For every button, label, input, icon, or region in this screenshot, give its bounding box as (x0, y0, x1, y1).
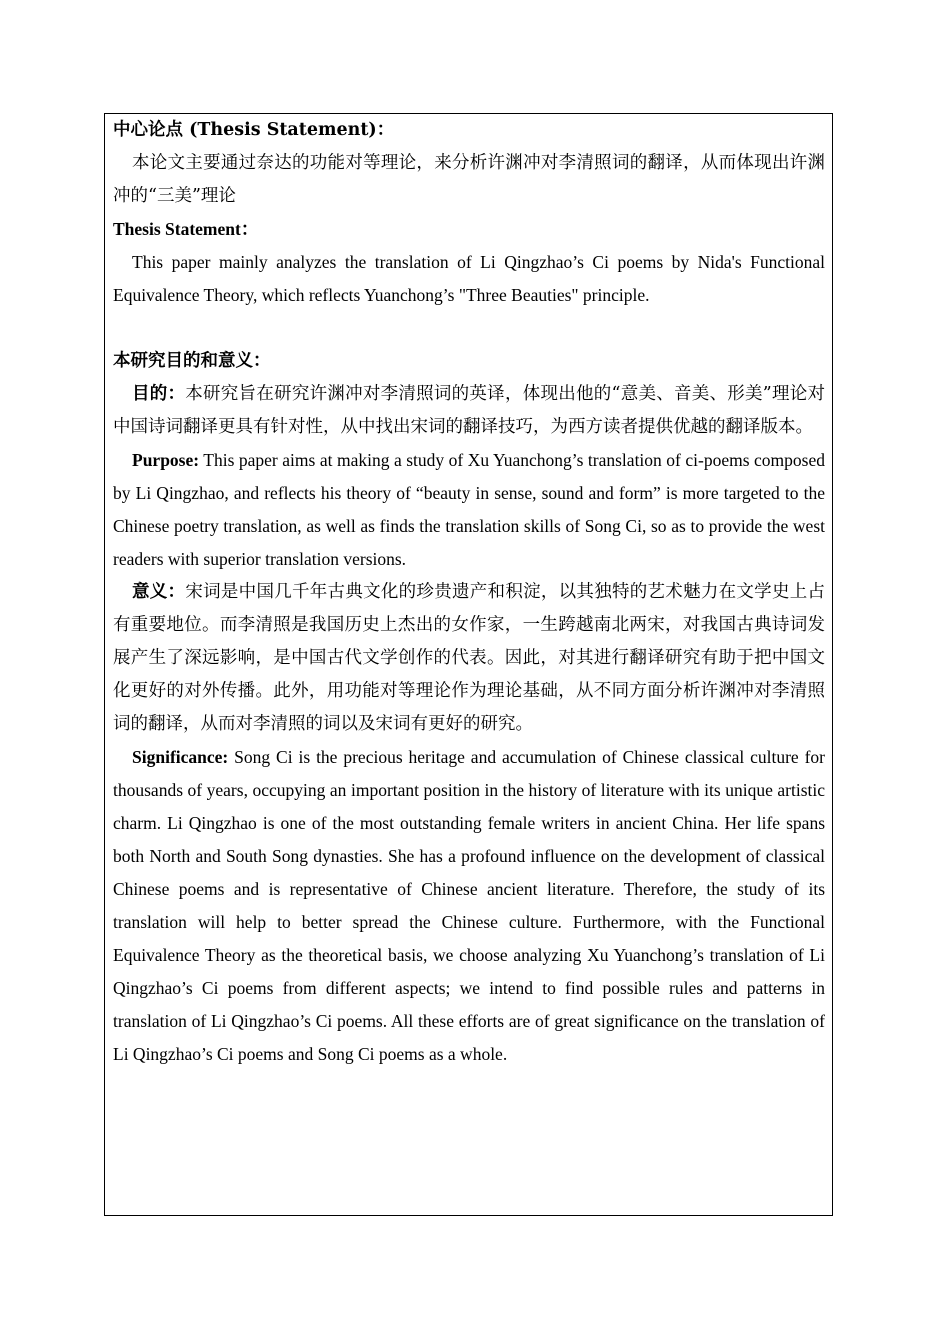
thesis-body-en: This paper mainly analyzes the translation of Li Qingzhao’s Ci poems by Nida's Functional Equivalence Theory, which reflects Yuanchong’s "Three Beauties" principle. (113, 252, 825, 305)
purpose-label-cn: 目的： (132, 384, 186, 404)
thesis-heading-en: Thesis Statement： (113, 219, 259, 239)
significance-paragraph-en (113, 741, 825, 1071)
purpose-paragraph-en (113, 444, 825, 576)
purpose-text-cn: 本研究旨在研究许渊冲对李清照词的英译，体现出他的“意美、音美、形美”理论对中国诗词翻译更具有针对性，从中找出宋词的翻译技巧，为西方读者提供优越的翻译版本。 (113, 384, 826, 437)
form-cell-content (113, 114, 825, 1071)
purpose-label-en: Purpose: (132, 450, 200, 470)
significance-text-en: Song Ci is the precious heritage and accumulation of Chinese classical culture for thousands of years, occupying an important position in the history of literature with its unique artistic charm. Li Qingzhao is one of the most outstanding female writers in ancient China. Her life spans both North and South Song dynasties. She has a profound influence on the development of classical Chinese poems and is representative of Chinese ancient literature. Therefore, the study of its translation will help to better spread the Chinese culture. Furthermore, with the Functional Equivalence Theory as the theoretical basis, we choose analyzing Xu Yuanchong’s translation of Li Qingzhao’s Ci poems from different aspects; we intend to find possible rules and patterns in translation of Li Qingzhao’s Ci poems. All these efforts are of great significance on the translation of Li Qingzhao’s Ci poems and Song Ci poems as a whole. (113, 747, 825, 1064)
thesis-body-cn: 本论文主要通过奈达的功能对等理论，来分析许渊冲对李清照词的翻译，从而体现出许渊冲的“三美”理论 (113, 153, 825, 206)
spacer (113, 312, 825, 345)
thesis-heading-cn: 中心论点 (Thesis Statement)： (113, 120, 395, 140)
research-heading: 本研究目的和意义： (113, 351, 271, 371)
significance-label-cn: 意义： (132, 582, 186, 602)
significance-label-en: Significance: (132, 747, 229, 767)
significance-text-cn: 宋词是中国几千年古典文化的珍贵遗产和积淀，以其独特的艺术魅力在文学史上占有重要地位。而李清照是我国历史上杰出的女作家，一生跨越南北两宋，对我国古典诗词发展产生了深远影响，是中国古代文学创作的代表。因此，对其进行翻译研究有助于把中国文化更好的对外传播。此外，用功能对等理论作为理论基础，从不同方面分析许渊冲对李清照词的翻译，从而对李清照的词以及宋词有更好的研究。 (113, 582, 826, 734)
significance-paragraph-cn (113, 576, 825, 741)
purpose-text-en: This paper aims at making a study of Xu Yuanchong’s translation of ci-poems composed by Li Qingzhao, and reflects his theory of “beauty in sense, sound and form” is more targeted to the Chinese poetry translation, as well as finds the translation skills of Song Ci, so as to provide the west readers with superior translation versions. (113, 450, 825, 569)
purpose-paragraph-cn (113, 378, 825, 444)
